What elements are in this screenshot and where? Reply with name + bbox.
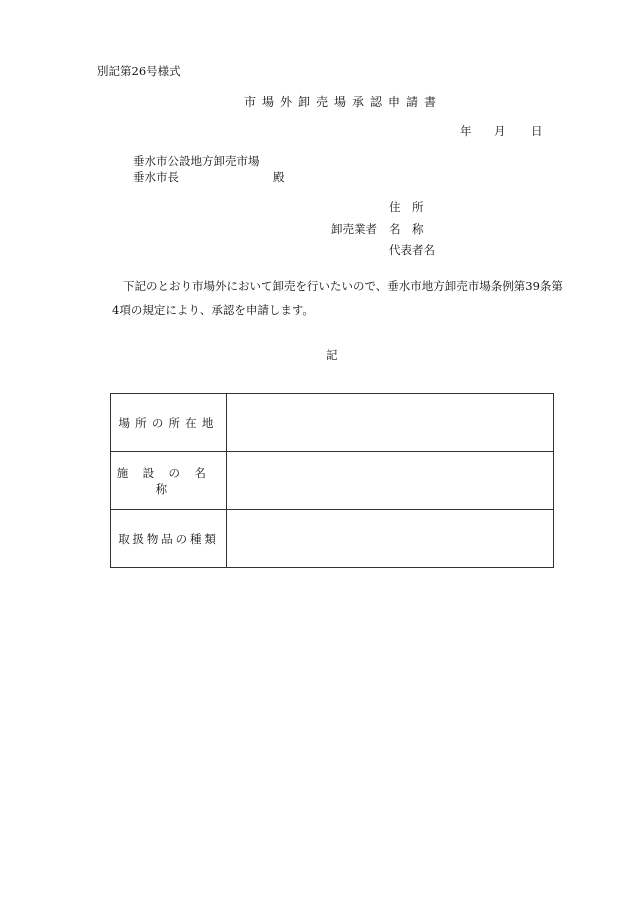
table-value-facility-name[interactable] <box>227 452 554 510</box>
date-year: 年 <box>460 124 472 138</box>
addressee-line2: 垂水市長 <box>133 170 179 184</box>
form-number: 別記第26号様式 <box>97 64 181 78</box>
application-table <box>110 393 554 568</box>
body-line-2: 4項の規定により、承認を申請します。 <box>112 303 314 317</box>
address-label: 住 所 <box>389 200 424 214</box>
wholesaler-label: 卸売業者 <box>331 222 377 236</box>
name-label: 名 称 <box>389 222 424 236</box>
addressee-line1: 垂水市公設地方卸売市場 <box>133 154 260 168</box>
table-row <box>111 394 554 452</box>
table-value-location[interactable] <box>227 394 554 452</box>
table-label-facility-name: 施設の名称 <box>111 452 227 510</box>
table-label-location: 場所の所在地 <box>111 394 227 452</box>
table-row <box>111 452 554 510</box>
document-title: 市場外卸売場承認申請書 <box>244 95 443 109</box>
ki-heading: 記 <box>326 348 338 362</box>
table-row <box>111 510 554 568</box>
table-label-goods-type: 取扱物品の種類 <box>111 510 227 568</box>
representative-label: 代表者名 <box>389 243 435 257</box>
date-month: 月 <box>494 124 506 138</box>
addressee-honorific: 殿 <box>273 170 285 184</box>
body-line-1: 下記のとおり市場外において卸売を行いたいので、垂水市地方卸売市場条例第39条第 <box>123 279 563 293</box>
table-value-goods-type[interactable] <box>227 510 554 568</box>
date-day: 日 <box>531 124 543 138</box>
